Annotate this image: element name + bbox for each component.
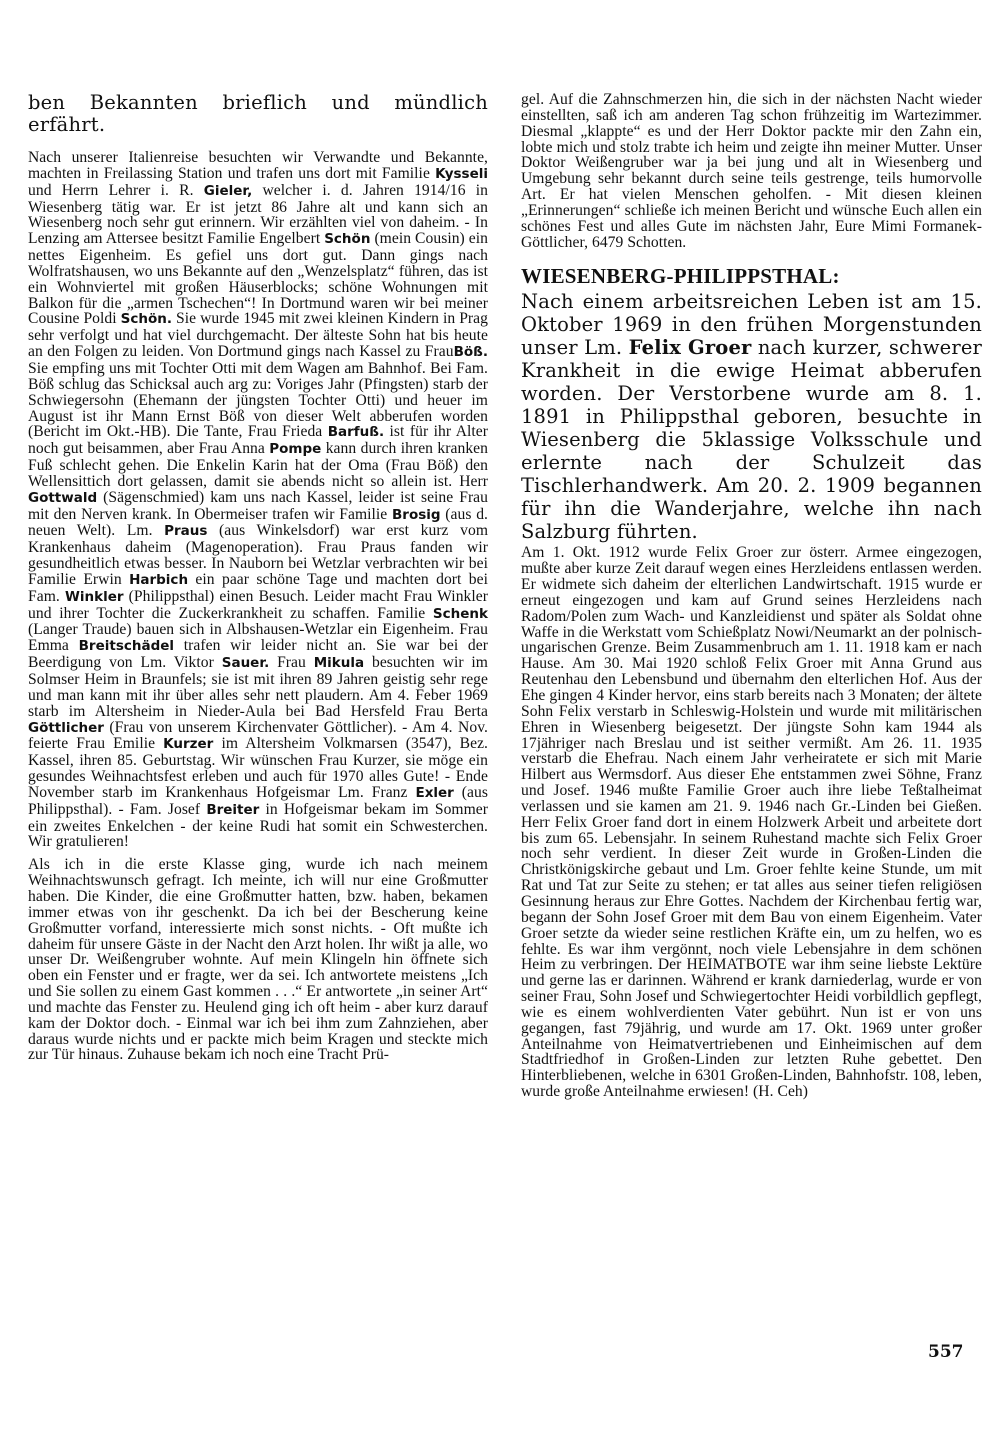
highlighted-name: Felix Groer	[628, 336, 752, 360]
highlighted-name: Kysseli	[435, 165, 488, 182]
highlighted-name: Mikula	[313, 655, 365, 672]
highlighted-name: Brosig	[392, 506, 441, 523]
right-column	[521, 92, 982, 1100]
highlighted-name: Böß.	[453, 344, 488, 361]
highlighted-name: Breiter	[206, 801, 260, 818]
highlighted-name: Schenk	[432, 605, 488, 622]
highlighted-name: Pompe	[269, 441, 322, 458]
highlighted-name: Breitschädel	[78, 638, 175, 655]
page-number: 557	[928, 1342, 964, 1362]
highlighted-name: Schön.	[120, 311, 173, 328]
highlighted-name: Winkler	[64, 588, 124, 605]
obituary-body-paragraph: Am 1. Okt. 1912 wurde Felix Groer zur österr. Armee eingezogen, mußte aber kurze Zeit darauf wegen eines Herzleidens entlassen werden. Er widmete sich daheim der elterlichen Landwirtschaft. 1915 wurde er erneut eingezogen und kam auf Grund seines Herzleidens nach Radom/Polen zum Wach- und Kanzleidienst und später als Soldat ohne Waffe in die Werkstatt vom Schießplatz Nowi/Neumarkt an der polnisch-ungarischen Grenze. Beim Zusammenbruch am 1. 11. 1918 kam er nach Hause. Am 30. Mai 1920 schloß Felix Groer mit Anna Grund aus Reutenhau den Lebensbund und übernahm den elterlichen Hof. Aus der Ehe gingen 4 Kinder hervor, eins starb bereits nach 3 Monaten; der ältete Sohn Felix verstarb in Schleswig-Holstein und wurde mit militärischen Ehren in Wiesenberg beigesetzt. Der jüngste Sohn kam 1944 als 17jähriger nach Breslau und ist seither vermißt. Am 26. 11. 1935 verstarb die Ehefrau. Nach einem Jahr verheiratete er sich mit Marie Hilbert aus Wermsdorf. Aus dieser Ehe entstammen zwei Söhne, Franz und Josef. 1946 mußte Familie Groer auch ihre liebe Teßtalheimat verlassen und sie kamen am 21. 9. 1946 nach Gr.-Linden bei Gießen. Herr Felix Groer fand dort in einem Holzwerk Arbeit und arbeitete dort bis zum 65. Lebensjahr. In seinem Ruhestand machte sich Felix Groer noch sehr verdient. In dieser Zeit wurde in Großen-Linden die Christkönigskirche gebaut und Lm. Groer fehlte keine Stunde, um mit Rat und Tat zur Seite zu stehen; er tat alles aus seiner tiefen religiösen Gesinnung heraus zur Ehre Gottes. Nachdem der Kirchenbau fertig war, begann der Sohn Josef Groer mit dem Bau von einem Eigenheim. Vater Groer setzte da wieder seine restlichen Kräfte ein, um zu helfen, wo es fehlte. Es war ihm vergönnt, noch viele Lebensjahre in dem schönen Heim zu verbringen. Der HEIMATBOTE war ihm seine liebste Lektüre und gerne las er darinnen. Während er krank darniederlag, wurde er von seiner Frau, Sohn Josef und Schwiegertochter Heidi vorbildlich gepflegt, wie es einem wohlverdienten Vater gebührt. Nun ist er von uns gegangen, fast 79jährig, und wurde am 17. Okt. 1969 unter großer Anteilnahme von Heimatvertriebenen und Einheimischen auf dem Stadtfriedhof in Großen-Linden zur letzten Ruhe gebettet. Den Hinterbliebenen, welche in 6301 Großen-Linden, Bahnhofstr. 108, leben, wurde große Anteilnahme erwiesen! (H. Ceh)	[521, 544, 982, 1101]
obituary-lead-paragraph: Nach einem arbeitsreichen Leben ist am 15. Oktober 1969 in den frühen Morgenstunden unser Lm. Felix Groer nach kurzer, schwerer Krankheit in die ewige Heimat abberufen worden. Der Verstorbene wurde am 8. 1. 1891 in Philippsthal geboren, besuchte in Wiesenberg die 5klassige Volksschule und erlernte nach der Schulzeit das Tischlerhandwerk. Am 20. 2. 1909 begannen für ihn die Wanderjahre, welche ihn nach Salzburg führten.	[521, 290, 982, 543]
section-heading: WIESENBERG-PHILIPPSTHAL:	[521, 264, 840, 289]
highlighted-name: Harbich	[129, 571, 189, 588]
left-column	[28, 92, 488, 1063]
left-lead-paragraph: ben Bekannten brieflich und mündlich erfährt.	[28, 91, 488, 136]
left-paragraph-travel: Nach unserer Italienreise besuchten wir Verwandte und Bekannte, machten in Freilassing Station und trafen uns dort mit Familie Kysseli und Herrn Lehrer i. R. Gieler, welcher i. d. Jahren 1914/16 in Wiesenberg tätig war. Er ist jetzt 86 Jahre alt und kann sich an Wiesenberg noch sehr gut erinnern. Wir erzählten viel von daheim. - In Lenzing am Attersee besitzt Familie Engelbert Schön (mein Cousin) ein nettes Eigenheim. Es gefiel uns dort gut. Dann gings nach Wolfratshausen, wo uns Bekannte auf den „Wenzelsplatz“ führen, das ist ein Wohnviertel mit großen Häuserblocks; schöne Wohnungen mit Balkon für die „armen Tschechen“! In Dortmund waren wir bei meiner Cousine Poldi Schön. Sie wurde 1945 mit zwei kleinen Kindern in Prag sehr verfolgt und hat viel durchgemacht. Der älteste Sohn hat bis heute an den Folgen zu leiden. Von Dortmund gings nach Kassel zu FrauBöß. Sie empfing uns mit Tochter Otti mit dem Wagen am Bahnhof. Bei Fam. Böß schlug das Schicksal auch arg zu: Voriges Jahr (Pfingsten) starb der Schwiegersohn (Ehemann der jüngsten Tochter Otti) und heuer im August ist ihr Mann Ernst Böß von dieser Welt abberufen worden (Bericht im Okt.-HB). Die Tante, Frau Frieda Barfuß. ist für ihr Alter noch gut beisammen, aber Frau Anna Pompe kann durch ihren kranken Fuß schlecht gehen. Die Enkelin Karin hat der Oma (Frau Böß) den Wellensittich dort gelassen, damit sie abends nicht so allein ist. Herr Gottwald (Sägenschmied) kam uns nach Kassel, leider ist seine Frau mit den Nerven krank. In Obermeiser trafen wir Familie Brosig (aus d. neuen Welt). Lm. Praus (aus Winkelsdorf) war erst kurz vom Krankenhaus daheim (Magenoperation). Frau Praus fanden wir gesundheitlich etwas besser. In Nauborn bei Wetzlar verbrachten wir bei Familie Erwin Harbich ein paar schöne Tage und machten dort bei Fam. Winkler (Philippsthal) einen Besuch. Leider macht Frau Winkler und ihrer Tochter die Zuckerkrankheit zu schaffen. Familie Schenk (Langer Traude) bauen sich in Albshausen-Wetzlar ein Eigenheim. Frau Emma Breitschädel trafen wir leider nicht an. Sie war bei der Beerdigung von Lm. Viktor Sauer. Frau Mikula besuchten wir im Solmser Heim in Braunfels; sie ist mit ihren 89 Jahren geistig sehr rege und man kann mit ihr über alles sehr nett plaudern. Am 4. Feber 1969 starb im Altersheim in Nieder-Aula bei Bad Hersfeld Frau Berta Göttlicher (Frau von unserem Kirchenvater Göttlicher). - Am 4. Nov. feierte Frau Emilie Kurzer im Altersheim Volkmarsen (3547), Bez. Kassel, ihren 85. Geburtstag. Wir wünschen Frau Kurzer, sie möge ein gesundes Weihnachtsfest erleben und auch für 1970 alles Gute! - Ende November starb im Krankenhaus Hofgeismar Lm. Franz Exler (aus Philippsthal). - Fam. Josef Breiter in Hofgeismar bekam im Sommer ein zweites Enkelchen - der keine Rudi hat somit ein Schwesterchen. Wir gratulieren!	[28, 149, 488, 851]
highlighted-name: Praus	[164, 523, 208, 540]
right-paragraph-closing: gel. Auf die Zahnschmerzen hin, die sich in der nächsten Nacht wieder einstellten, saß ich am anderen Tag schon frühzeitig im Wartezimmer. Diesmal „klappte“ es und der Herr Doktor packte mir den Zahn ein, lobte mich und stolz trabte ich heim und zeigte ihn meiner Mutter. Unser Doktor Weißengruber war ja bei jung und alt in Wiesenberg und Umgebung sehr bekannt durch seine teils gestrenge, teils humorvolle Art. Er hat vielen Menschen geholfen. - Mit diesen kleinen „Erinnerungen“ schließe ich meinen Bericht und wünsche Euch allen ein schönes Fest und alles Gute im nächsten Jahr, Eure Mimi Formanek-Göttlicher, 6479 Schotten.	[521, 91, 982, 251]
left-paragraph-memories: Als ich in die erste Klasse ging, wurde ich nach meinem Weihnachtswunsch gefragt. Ich meinte, ich will nur eine Großmutter haben. Die Kinder, die eine Großmutter hatten, bzw. haben, bekamen immer etwas von ihr geschenkt. Da ich bei der Bescherung keine Großmutter vorfand, interessierte mich sonst nichts. - Oft mußte ich daheim für unsere Gäste in der Nacht den Arzt holen. Ihr wißt ja alle, wo unser Dr. Weißengruber wohnte. Auf mein Klingeln hin öffnete sich oben ein Fenster und er fragte, wer da sei. Ich antwortete meistens „Ich und Sie sollen zu einem Gast kommen . . .“ Er antwortete „in seiner Art“ und machte das Fenster zu. Heulend ging ich oft heim - aber kurz darauf kam der Doktor doch. - Einmal war ich bei ihm zum Zahnziehen, aber daraus wurde nichts und er packte mich beim Kragen und steckte mich zur Tür hinaus. Zuhause bekam ich noch eine Tracht Prü-	[28, 856, 488, 1064]
highlighted-name: Barfuß.	[327, 424, 385, 441]
highlighted-name: Sauer.	[221, 655, 270, 672]
highlighted-name: Göttlicher	[28, 719, 104, 736]
highlighted-name: Gieler,	[203, 182, 253, 199]
highlighted-name: Gottwald	[28, 489, 98, 506]
highlighted-name: Schön	[324, 231, 371, 248]
highlighted-name: Exler	[415, 784, 454, 801]
highlighted-name: Kurzer	[163, 736, 214, 753]
